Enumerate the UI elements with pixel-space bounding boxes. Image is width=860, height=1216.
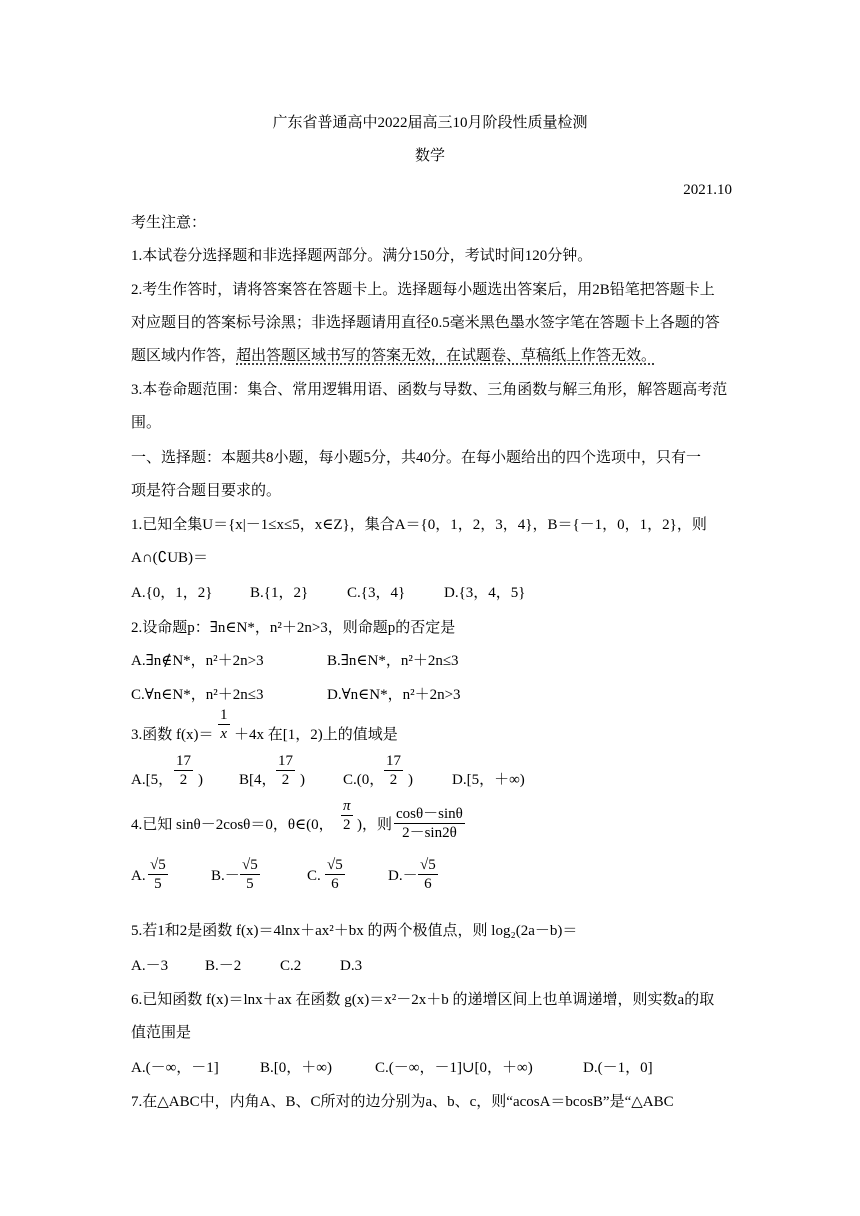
q3-option-a-numerator: 17 (176, 753, 191, 769)
q4-expression-fraction (394, 805, 465, 842)
q4-option-d-numerator: √5 (420, 857, 436, 873)
section-1-line-1: 一、选择题：本题共8小题，每小题5分，共40分。在每小题给出的四个选项中，只有一 (131, 450, 702, 466)
q6-option-c: C.(－∞，－1]∪[0，＋∞) (375, 1060, 533, 1076)
notice-heading: 考生注意： (131, 215, 207, 231)
q2-option-c: C.∀n∈N*，n²＋2n≤3 (131, 687, 264, 703)
q6-stem-line-2: 值范围是 (131, 1025, 192, 1041)
q4-option-c-label: C. (307, 868, 321, 884)
q2-option-b: B.∃n∈N*，n²＋2n≤3 (327, 653, 459, 669)
q4-expression-numerator: cosθ－sinθ (396, 806, 463, 822)
q2-option-a: A.∃n∉N*，n²＋2n>3 (131, 653, 264, 669)
q3-option-b-fraction (276, 752, 295, 789)
q5-option-a: A.－3 (131, 958, 169, 974)
q3-option-b-numerator: 17 (278, 753, 293, 769)
notice-emphasis: 超出答题区域书写的答案无效，在试题卷、草稿纸上作答无效。 (236, 348, 657, 364)
q3-option-b-suffix: ) (300, 772, 305, 788)
q4-option-b-numerator: √5 (242, 857, 258, 873)
q4-option-d-denominator: 6 (424, 876, 432, 892)
q4-option-c-fraction (325, 856, 345, 893)
q3-option-b-prefix: B[4， (239, 772, 277, 788)
q2-option-d: D.∀n∈N*，n²＋2n>3 (327, 687, 461, 703)
notice-item-2-line-3 (131, 346, 656, 366)
q4-option-d-label: D.－ (388, 868, 418, 884)
q3-option-a-denominator: 2 (179, 772, 188, 788)
q4-pi-fraction (341, 797, 353, 834)
q3-option-b-denominator: 2 (281, 772, 290, 788)
q6-option-d: D.(－1，0] (583, 1060, 653, 1076)
q3-fraction-denominator: x (220, 726, 228, 742)
q4-option-b-label: B.－ (211, 868, 240, 884)
q4-stem-mid: )，则 (357, 817, 392, 833)
q5-stem: 5.若1和2是函数 f(x)＝4lnx＋ax²＋bx 的两个极值点，则 log₂(2a－b)＝ (131, 923, 578, 939)
q3-option-a-suffix: ) (198, 772, 203, 788)
q5-option-c: C.2 (280, 958, 302, 974)
q3-option-d: D.[5，＋∞) (452, 772, 525, 788)
q1-option-c: C.{3，4} (347, 585, 406, 601)
q4-option-a-fraction (148, 856, 168, 893)
notice-item-3-line-2: 围。 (131, 415, 162, 431)
q3-option-c-numerator: 17 (386, 753, 401, 769)
q3-fraction (218, 706, 230, 743)
q4-pi-numerator: π (343, 798, 351, 814)
q3-option-c-fraction (384, 752, 403, 789)
notice-item-2-line-2: 对应题目的答案标号涂黑；非选择题请用直径0.5毫米黑色墨水签字笔在答题卡上各题的答 (131, 315, 720, 331)
subject-title: 数学 (414, 148, 445, 164)
q3-option-a-prefix: A.[5， (131, 772, 174, 788)
q3-stem-start: 3.函数 f(x)＝ (131, 727, 214, 743)
section-1-line-2: 项是符合题目要求的。 (131, 483, 282, 499)
q4-option-d-fraction (418, 856, 438, 893)
q4-option-a-denominator: 5 (154, 876, 162, 892)
notice-item-3-line-1: 3.本卷命题范围：集合、常用逻辑用语、函数与导数、三角函数与解三角形，解答题高考范 (131, 382, 728, 398)
q6-stem-line-1: 6.已知函数 f(x)＝lnx＋ax 在函数 g(x)＝x²－2x＋b 的递增区间上也单调递增，则实数a的取 (131, 992, 715, 1008)
q4-option-a-numerator: √5 (150, 857, 166, 873)
q4-stem-start: 4.已知 sinθ－2cosθ＝0，θ∈(0， (131, 817, 334, 833)
q4-option-b-denominator: 5 (246, 876, 254, 892)
notice-item-2-line-3-text: 题区域内作答， (131, 348, 237, 364)
q1-stem-line-2: A∩(∁UB)＝ (131, 550, 209, 566)
q4-option-a-label: A. (131, 868, 146, 884)
q4-pi-denominator: 2 (343, 817, 351, 833)
q6-option-a: A.(－∞，－1] (131, 1060, 219, 1076)
q2-stem: 2.设命题p：∃n∈N*，n²＋2n>3，则命题p的否定是 (131, 620, 456, 636)
q4-expression-denominator: 2－sin2θ (402, 825, 457, 841)
q4-option-c-numerator: √5 (327, 857, 343, 873)
q7-stem-line-1: 7.在△ABC中，内角A、B、C所对的边分别为a、b、c，则“acosA＝bcosB”是“△ABC (131, 1094, 674, 1110)
notice-item-1: 1.本试卷分选择题和非选择题两部分。满分150分，考试时间120分钟。 (131, 248, 593, 264)
q3-option-c-denominator: 2 (389, 772, 398, 788)
q3-fraction-numerator: 1 (220, 707, 228, 723)
q3-option-a-fraction (174, 752, 193, 789)
q5-option-b: B.－2 (205, 958, 242, 974)
q3-stem-end: ＋4x 在[1，2)上的值域是 (234, 727, 398, 743)
q1-option-a: A.{0，1，2} (131, 585, 213, 601)
q5-option-d: D.3 (340, 958, 363, 974)
exam-date: 2021.10 (683, 182, 732, 198)
q1-stem-line-1: 1.已知全集U＝{x|－1≤x≤5，x∈Z}，集合A＝{0，1，2，3，4}，B＝{－1，0，1，2}，则 (131, 517, 707, 533)
q3-option-c-suffix: ) (408, 772, 413, 788)
q1-option-d: D.{3，4，5} (444, 585, 526, 601)
q6-option-b: B.[0，＋∞) (260, 1060, 332, 1076)
q4-option-c-denominator: 6 (331, 876, 339, 892)
q4-option-b-fraction (240, 856, 260, 893)
q1-option-b: B.{1，2} (250, 585, 309, 601)
q3-option-c-prefix: C.(0， (343, 772, 385, 788)
exam-title: 广东省普通高中2022届高三10月阶段性质量检测 (272, 115, 588, 131)
notice-item-2-line-1: 2.考生作答时，请将答案答在答题卡上。选择题每小题选出答案后，用2B铅笔把答题卡上 (131, 282, 715, 298)
